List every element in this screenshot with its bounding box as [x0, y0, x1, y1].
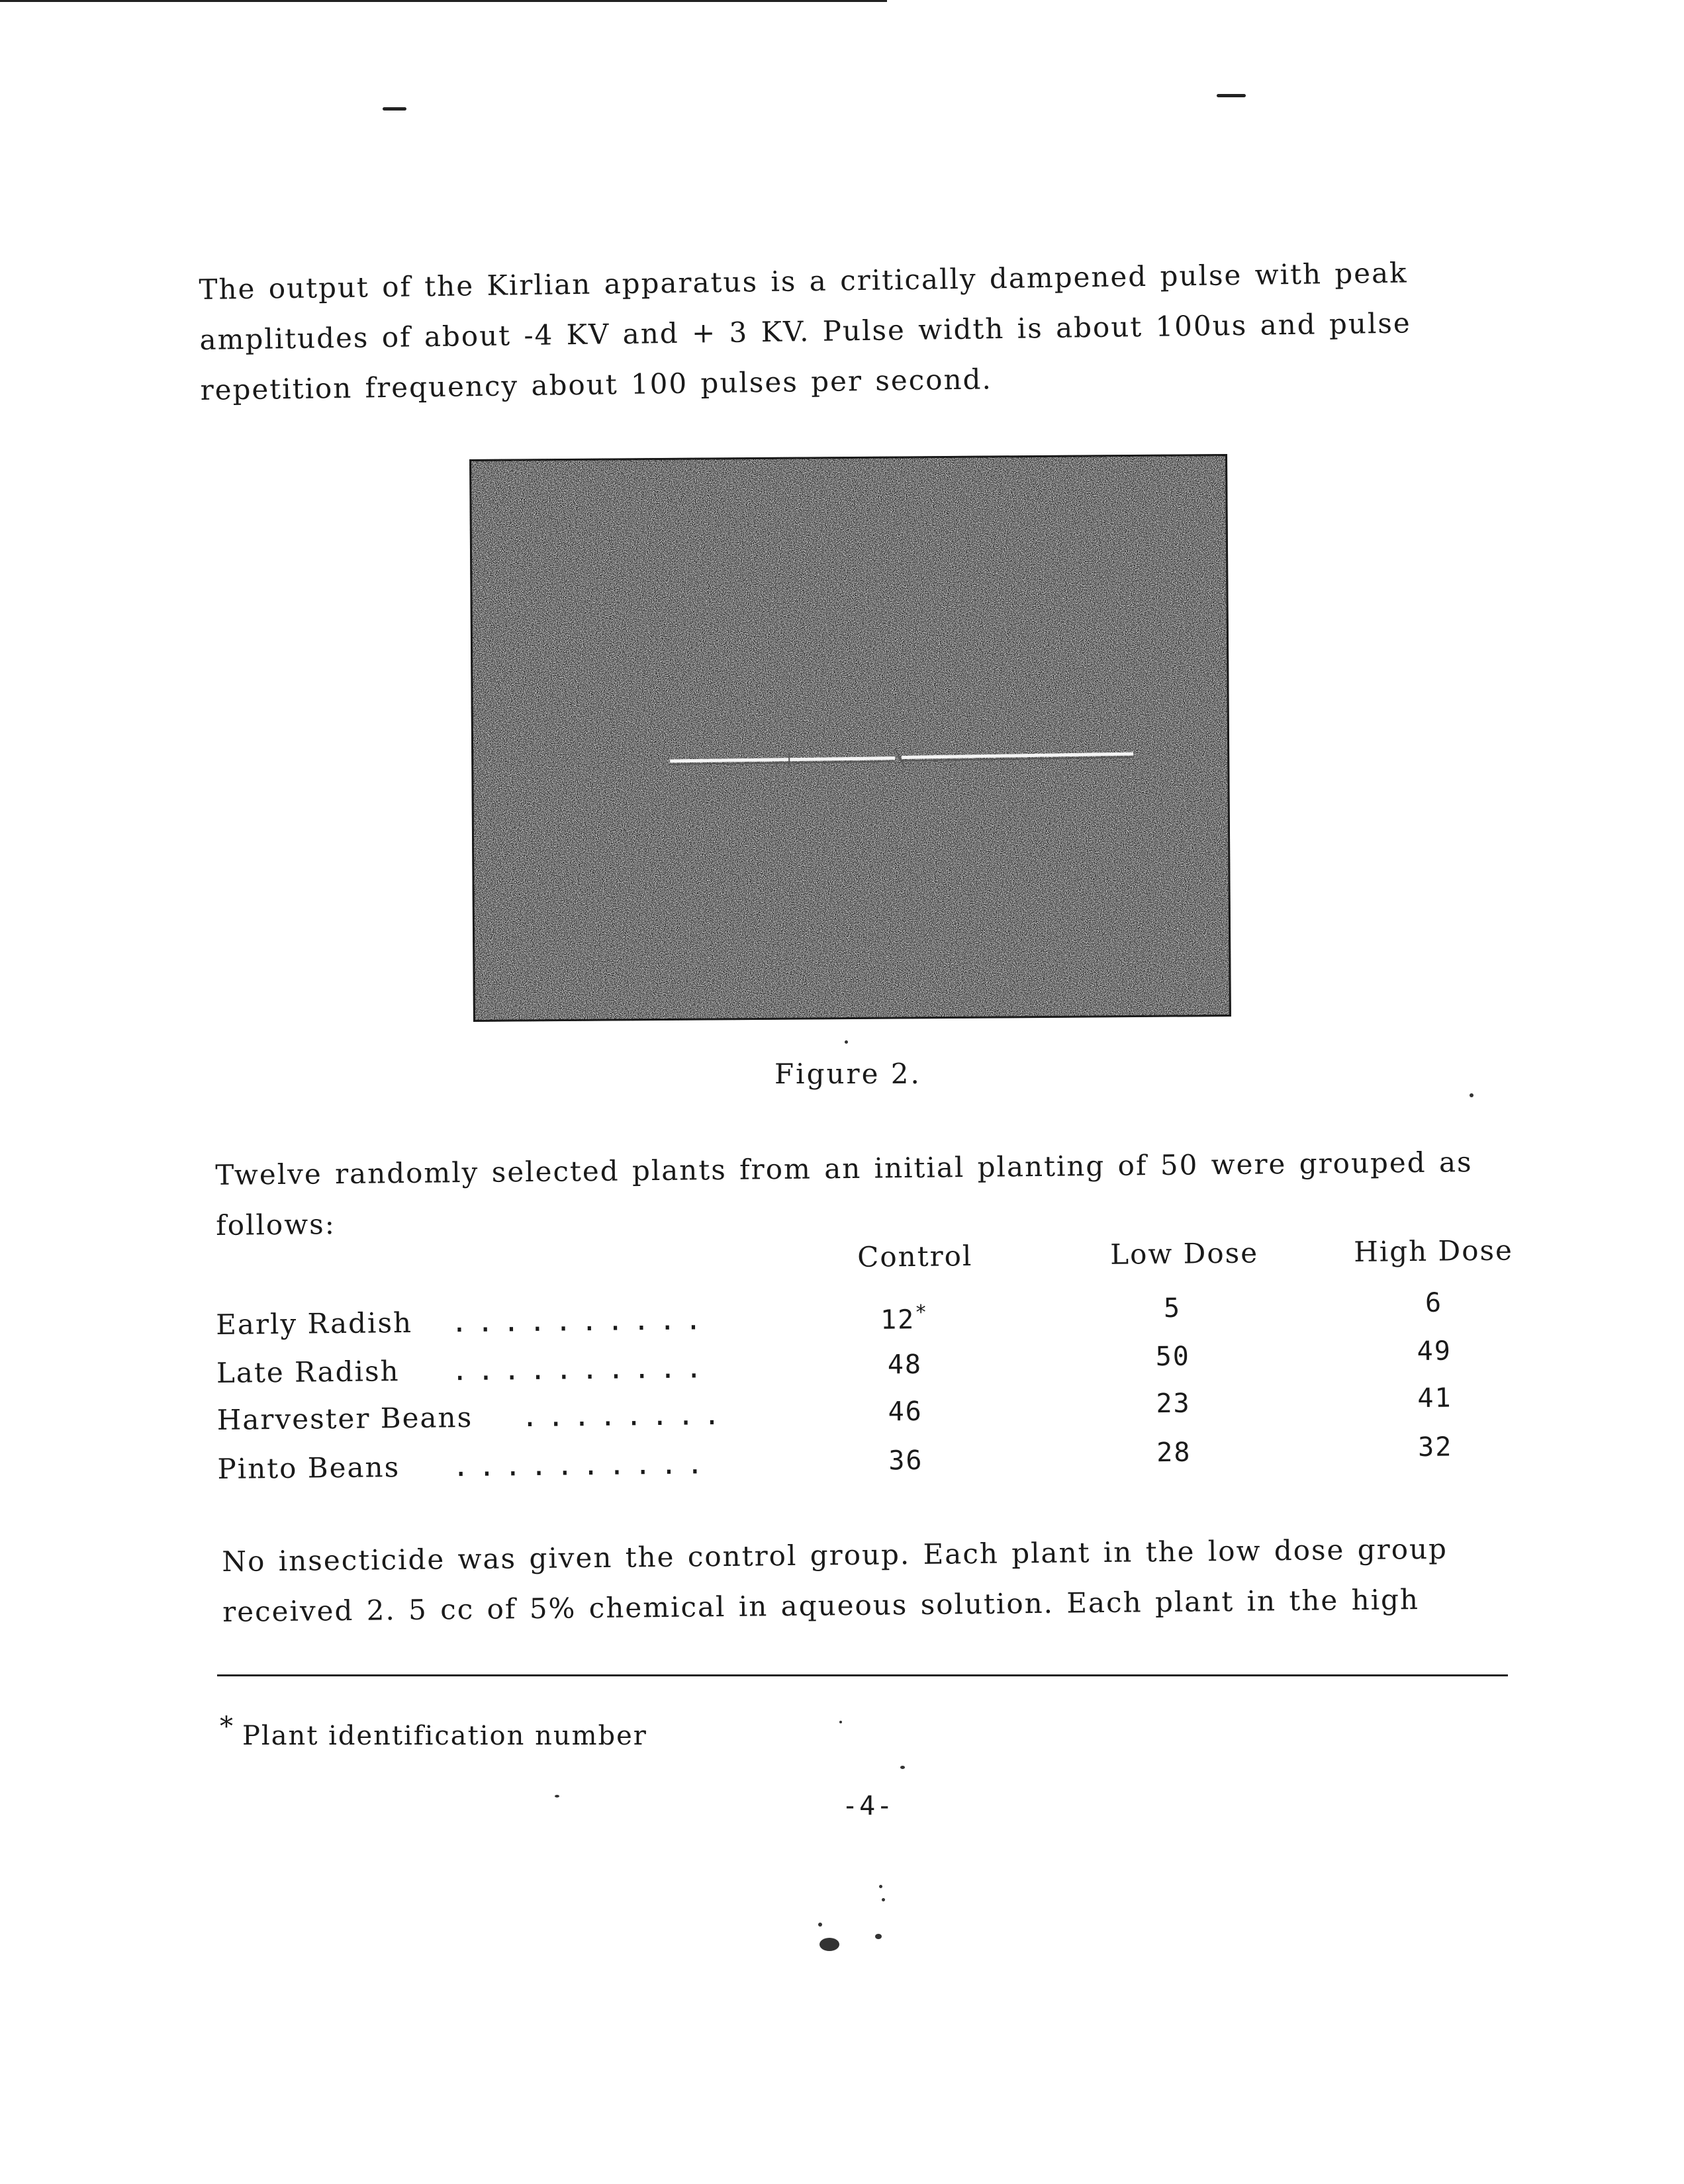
scan-speck — [1470, 1093, 1474, 1097]
control-cell: 48 — [887, 1349, 923, 1381]
paragraph-line: No insecticide was given the control group. Each plant in the low dose group — [222, 1532, 1448, 1578]
high-dose-cell: 41 — [1417, 1383, 1452, 1414]
figure-caption: Figure 2. — [774, 1058, 921, 1090]
top-edge-rule — [0, 0, 887, 2]
low-dose-cell: 5 — [1163, 1293, 1182, 1324]
table-row — [215, 1287, 1534, 1348]
control-cell: 46 — [888, 1396, 923, 1428]
table-row — [216, 1336, 1534, 1396]
control-cell: 36 — [888, 1445, 923, 1477]
footnote-text: Plant identification number — [242, 1721, 647, 1751]
scan-mark — [1217, 94, 1246, 97]
column-header-control: Control — [857, 1240, 973, 1273]
row-label: Early Radish — [215, 1306, 413, 1341]
row-label: Late Radish — [216, 1355, 400, 1389]
scan-speck — [900, 1766, 905, 1769]
footnote — [220, 1711, 647, 1751]
high-dose-cell: 32 — [1417, 1432, 1453, 1463]
row-label: Harvester Beans — [216, 1400, 473, 1436]
scan-speck — [818, 1923, 822, 1927]
scan-speck — [879, 1885, 882, 1888]
table-row — [217, 1432, 1535, 1492]
low-dose-cell: 23 — [1156, 1388, 1191, 1420]
intro-paragraph — [199, 247, 1491, 416]
high-dose-cell: 49 — [1417, 1336, 1452, 1367]
scan-mark — [383, 107, 406, 111]
paragraph-line: amplitudes of about -4 KV and + 3 KV. Pulse width is about 100us and pulse — [199, 306, 1412, 356]
scan-speck — [555, 1795, 559, 1797]
table-row — [216, 1383, 1534, 1443]
low-dose-cell: 28 — [1156, 1437, 1192, 1469]
paragraph-line: The output of the Kirlian apparatus is a critically dampened pulse with peak — [199, 256, 1408, 306]
scan-speck — [839, 1721, 842, 1723]
scan-speck — [819, 1938, 839, 1951]
paragraph-line: repetition frequency about 100 pulses per second. — [200, 363, 993, 406]
dot-leader: .......... — [452, 1447, 713, 1483]
scan-speck — [875, 1934, 882, 1939]
paragraph-line: received 2. 5 cc of 5% chemical in aqueous solution. Each plant in the high — [222, 1583, 1420, 1628]
column-header-low-dose: Low Dose — [1109, 1236, 1259, 1271]
low-dose-cell: 50 — [1155, 1341, 1191, 1373]
dot-leader: .......... — [450, 1303, 712, 1339]
paragraph-line: follows: — [215, 1208, 336, 1242]
footnote-marker: * — [220, 1711, 234, 1742]
control-cell: 12* — [880, 1300, 929, 1336]
selection-paragraph — [215, 1136, 1526, 1251]
figure-photograph — [469, 454, 1231, 1022]
dot-leader: ........ — [521, 1398, 730, 1433]
scan-speck — [882, 1898, 885, 1901]
page-number: -4- — [842, 1791, 894, 1821]
paragraph-line: Twelve randomly selected plants from an initial planting of 50 were grouped as — [215, 1146, 1473, 1191]
scan-speck — [845, 1040, 848, 1044]
footnote-marker: * — [914, 1300, 929, 1324]
dot-leader: .......... — [451, 1351, 712, 1387]
dosage-paragraph — [222, 1523, 1533, 1637]
footnote-divider — [217, 1674, 1508, 1676]
dosage-group-table — [215, 1234, 1535, 1499]
column-header-high-dose: High Dose — [1353, 1234, 1514, 1268]
row-label: Pinto Beans — [217, 1451, 400, 1485]
high-dose-cell: 6 — [1425, 1287, 1443, 1318]
